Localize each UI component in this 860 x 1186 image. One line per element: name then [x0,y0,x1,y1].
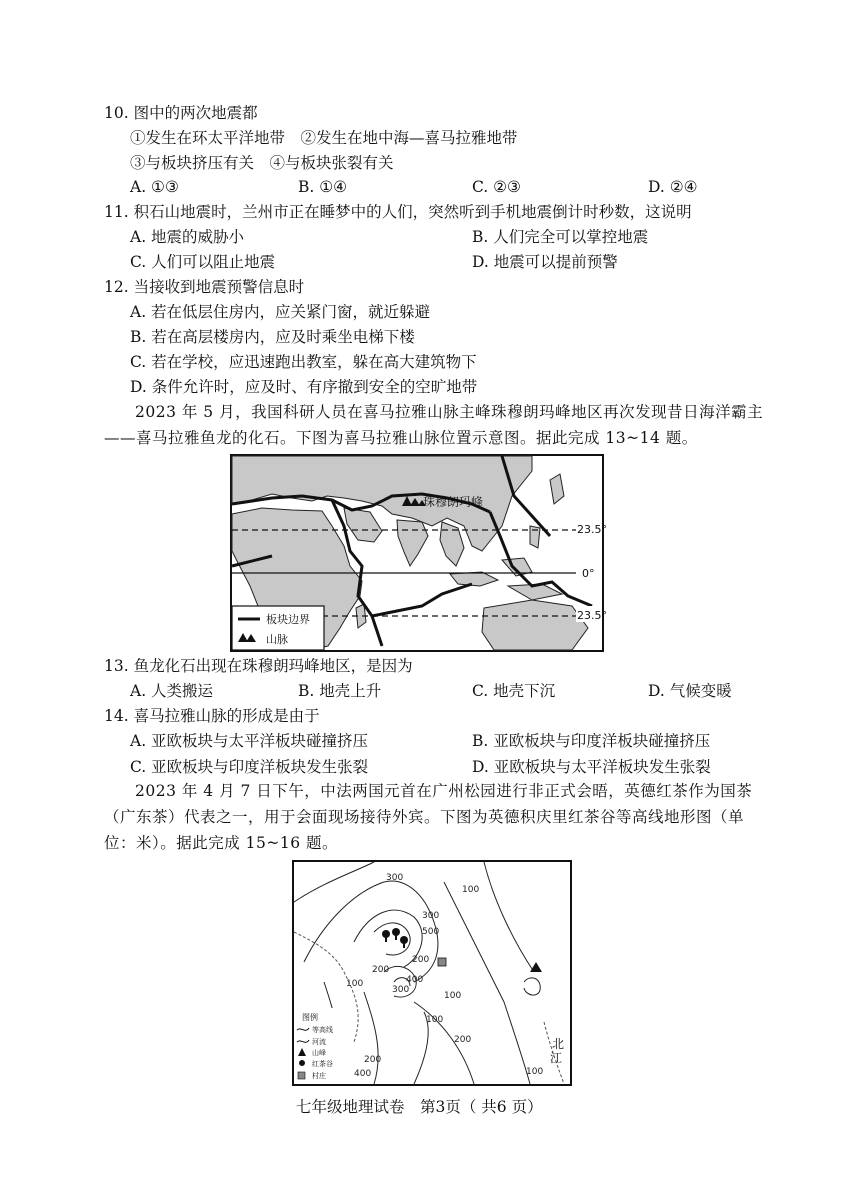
q12-option-a[interactable]: A. 若在低层住房内，应关紧门窗，就近躲避 [130,303,431,321]
map2-legend [294,1008,340,1084]
legend-mountain-label: 山脉 [266,633,288,646]
q10-option-d[interactable]: D. ②④ [648,178,698,196]
svg-text:200: 200 [454,1035,472,1045]
q12-option-b[interactable]: B. 若在高层楼房内，应及时乘坐电梯下楼 [130,328,415,346]
svg-text:500: 500 [422,927,440,937]
north-label: 北 [552,1037,565,1051]
q11-option-b[interactable]: B. 人们完全可以掌控地震 [472,228,649,246]
q13-option-b[interactable]: B. 地壳上升 [298,682,382,700]
tea-tree-symbols [382,928,408,948]
q12-option-d[interactable]: D. 条件允许时，应及时、有序撤到安全的空旷地带 [130,378,478,396]
svg-text:山峰: 山峰 [312,1049,326,1057]
q10-statements-2: ③与板块挤压有关 ④与板块张裂有关 [130,154,394,172]
contour-labels [346,873,543,1079]
q11-stem: 11. 积石山地震时，兰州市正在睡梦中的人们，突然听到手机地震倒计时秒数，这说明 [104,203,692,221]
q10-statements-1: ①发生在环太平洋地带 ②发生在地中海—喜马拉雅地带 [130,129,518,147]
q10-option-c[interactable]: C. ②③ [472,178,521,196]
philippines-land [530,526,540,548]
australia-land [482,600,588,650]
q14-option-b[interactable]: B. 亚欧板块与印度洋板块碰撞挤压 [472,732,711,750]
river-name-label: 江 [550,1051,563,1065]
q14-option-d[interactable]: D. 亚欧板块与太平洋板块发生张裂 [472,758,711,776]
svg-text:100: 100 [346,979,364,989]
q10-stem: 10. 图中的两次地震都 [104,104,258,122]
svg-text:300: 300 [392,985,410,995]
legend-village-icon [298,1072,305,1079]
village-symbol [438,958,446,966]
svg-text:红茶谷: 红茶谷 [312,1060,333,1068]
lat-label-equator: 0° [582,567,595,580]
q11-option-c[interactable]: C. 人们可以阻止地震 [130,253,276,271]
q14-option-c[interactable]: C. 亚欧板块与印度洋板块发生张裂 [130,758,369,776]
india-land [397,520,428,566]
peak-symbol [530,962,542,972]
svg-text:河流: 河流 [312,1038,326,1046]
q11-option-d[interactable]: D. 地震可以提前预警 [472,253,618,271]
svg-text:300: 300 [422,911,440,921]
everest-label: 珠穆朗玛峰 [423,495,484,509]
passage-tea: 2023 年 4 月 7 日下午，中法两国元首在广州松园进行非正式会晤，英德红茶作为国茶（广东茶）代表之一，用于会面现场接待外宾。下图为英德积庆里红茶谷等高线地形图（单位：米）。据此完成 15~16 题。 [104,782,753,852]
q12-option-c[interactable]: C. 若在学校，应迅速跑出教室，躲在高大建筑物下 [130,353,477,371]
legend-tea-icon [299,1060,305,1066]
lat-label-bottom: 23.5° [577,609,607,622]
page-footer: 七年级地理试卷 第3页（ 共6 页） [296,1098,543,1116]
svg-text:300: 300 [386,873,404,883]
q13-option-d[interactable]: D. 气候变暖 [648,682,732,700]
q10-option-b[interactable]: B. ①④ [298,178,348,196]
lat-label-top: 23.5° [577,523,607,536]
legend-title: 图例 [302,1013,318,1022]
contour-map-svg [294,862,570,1084]
q11-option-a[interactable]: A. 地震的威胁小 [130,228,245,246]
arabia-land [344,508,382,542]
q13-stem: 13. 鱼龙化石出现在珠穆朗玛峰地区，是因为 [104,657,413,675]
map1-legend [232,606,324,650]
japan-land [550,474,564,504]
svg-text:等高线: 等高线 [312,1026,333,1034]
svg-text:100: 100 [426,1015,444,1025]
tea-valley-contour-map [292,860,572,1086]
svg-text:400: 400 [354,1069,372,1079]
sea-peninsula-land [440,522,464,566]
svg-text:100: 100 [462,885,480,895]
q12-stem: 12. 当接收到地震预警信息时 [104,278,305,296]
q13-option-c[interactable]: C. 地壳下沉 [472,682,556,700]
q13-option-a[interactable]: A. 人类搬运 [130,682,214,700]
svg-text:村庄: 村庄 [312,1072,326,1080]
svg-text:200: 200 [412,955,430,965]
q14-stem: 14. 喜马拉雅山脉的形成是由于 [104,707,320,725]
q10-option-a[interactable]: A. ①③ [130,178,179,196]
passage-himalaya: 2023 年 5 月，我国科研人员在喜马拉雅山脉主峰珠穆朗玛峰地区再次发现昔日海洋霸主——喜马拉雅鱼龙的化石。下图为喜马拉雅山脉位置示意图。据此完成 13~14 题。 [104,403,764,447]
svg-text:100: 100 [526,1067,544,1077]
legend-boundary-label: 板块边界 [266,613,310,626]
indonesia-land [450,572,498,586]
svg-text:100: 100 [444,991,462,1001]
himalaya-map-svg [232,456,607,650]
svg-text:400: 400 [406,975,424,985]
svg-text:200: 200 [364,1055,382,1065]
q14-option-a[interactable]: A. 亚欧板块与太平洋板块碰撞挤压 [130,732,369,750]
svg-text:200: 200 [372,965,390,975]
himalaya-location-map [230,454,607,652]
